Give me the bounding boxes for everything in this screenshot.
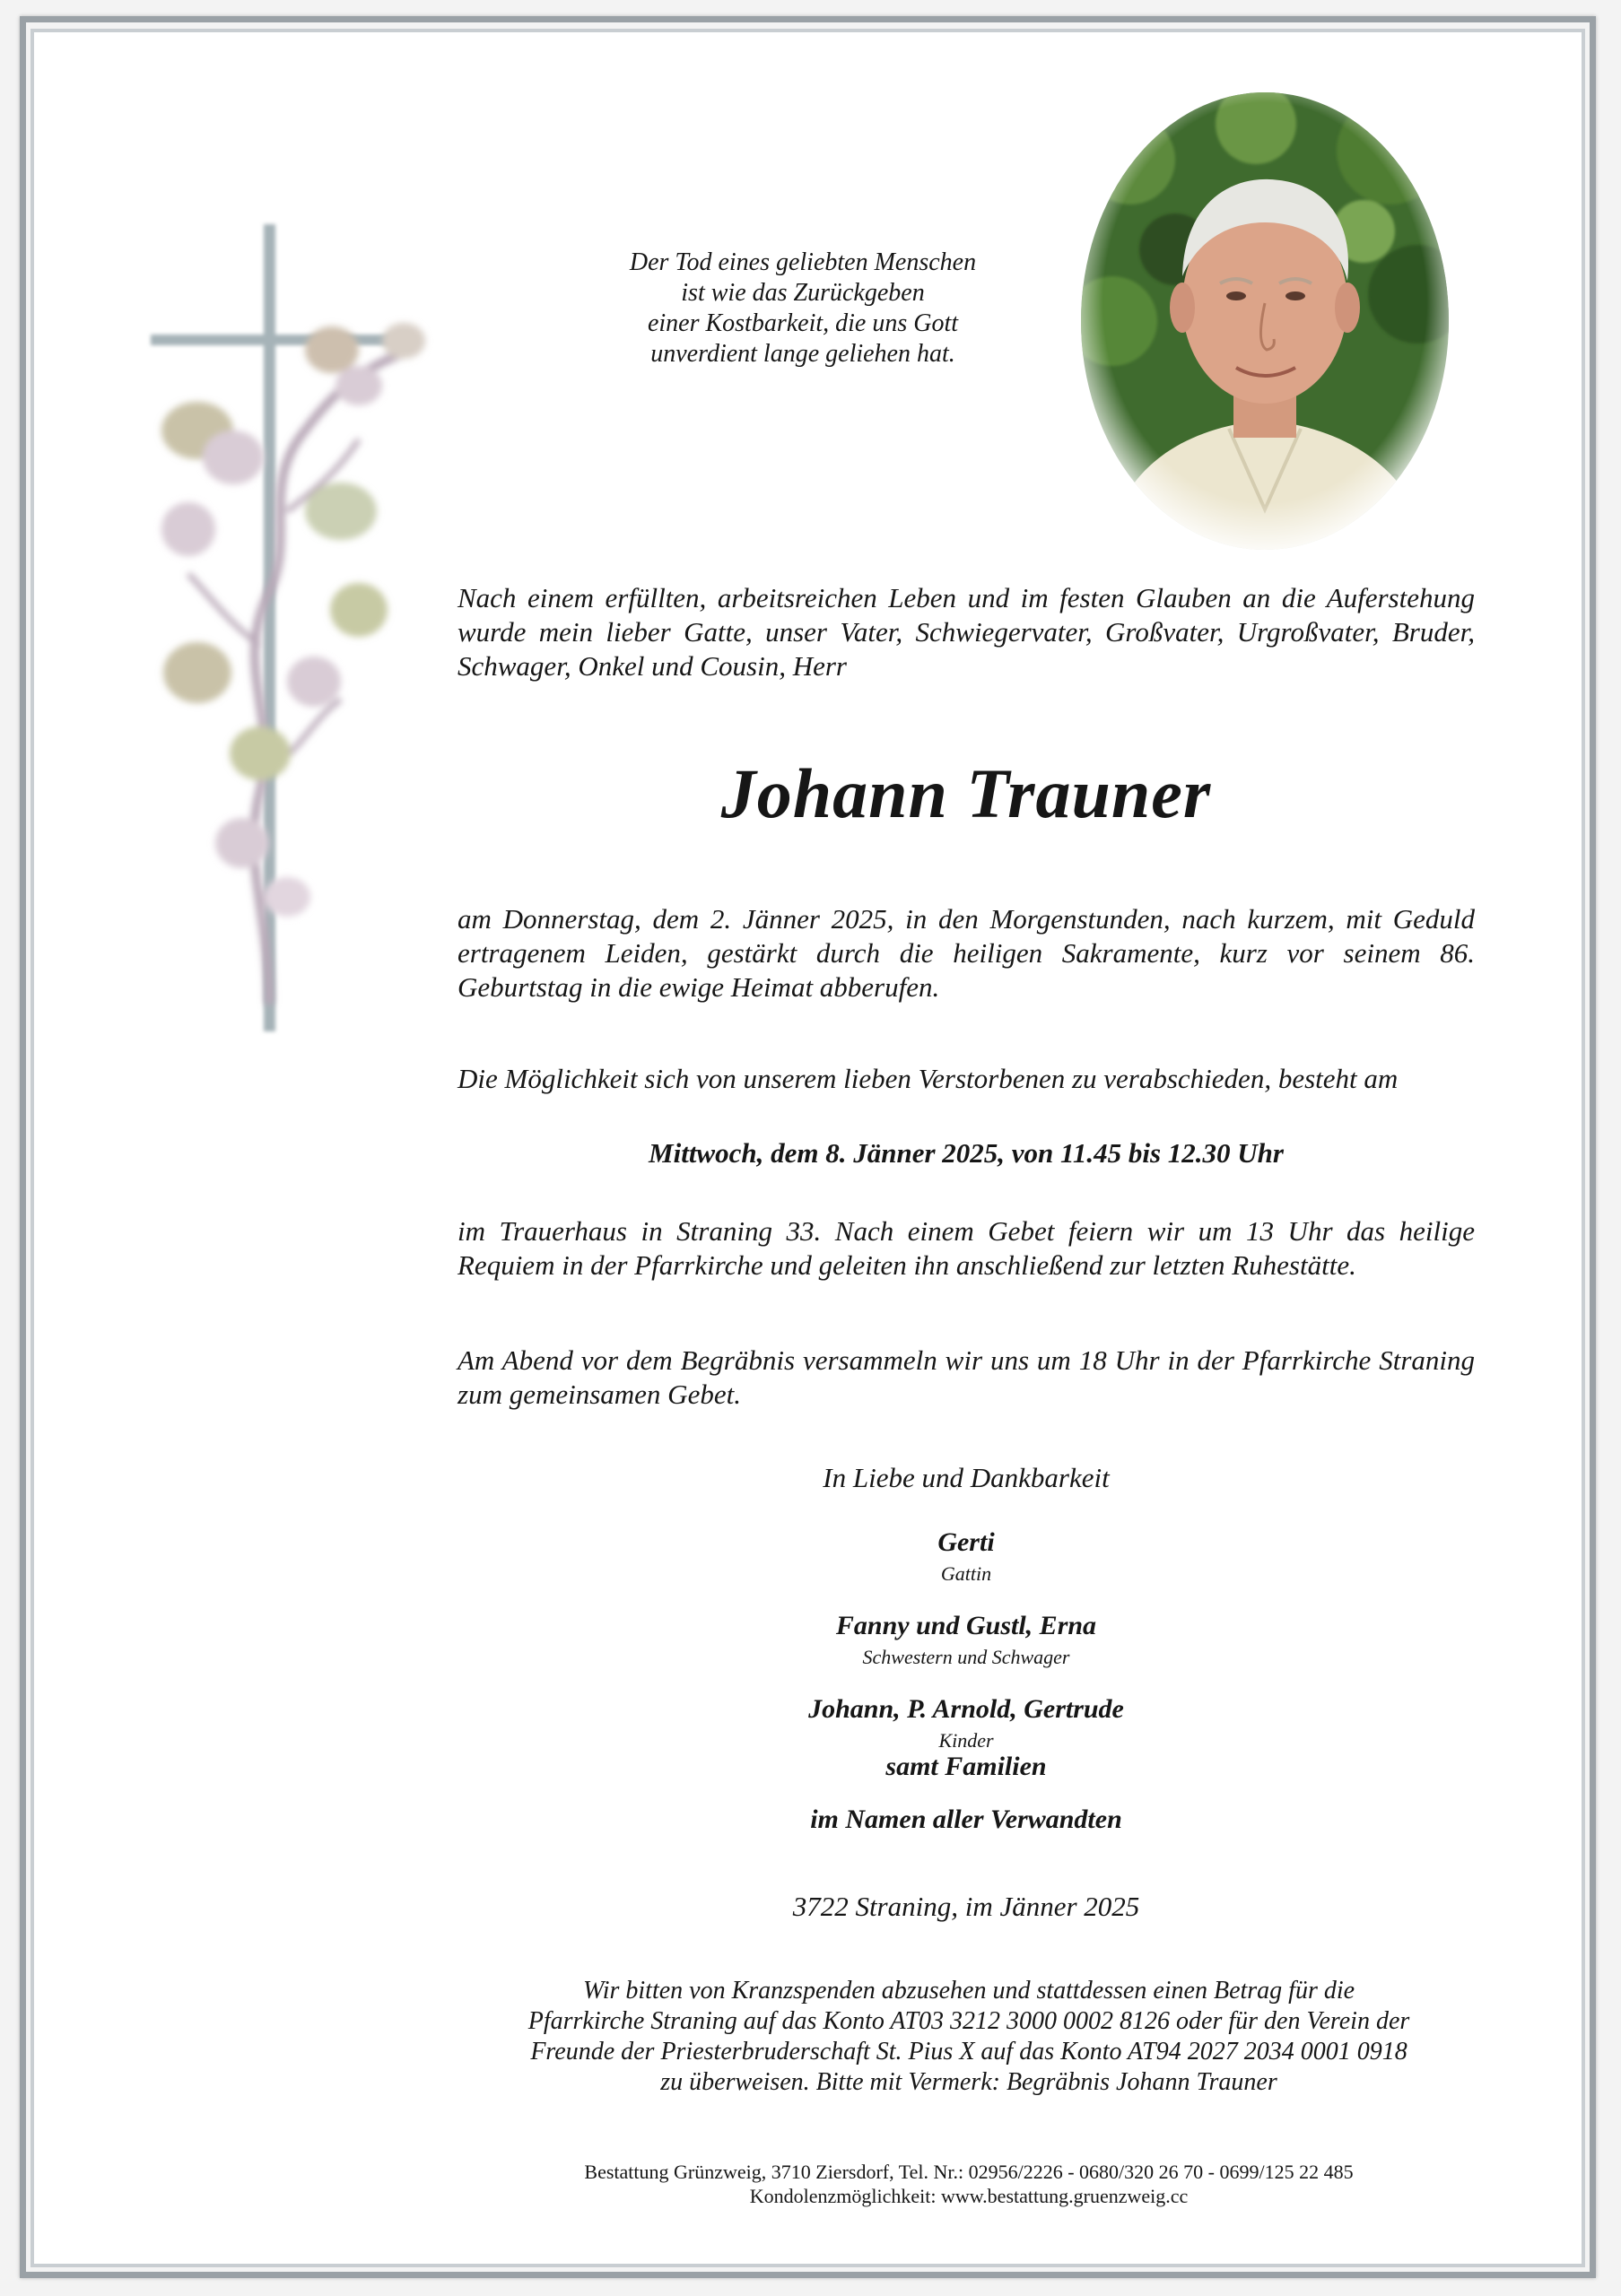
family-member-role: Kinder (938, 1729, 994, 1752)
farewell-intro-paragraph: Die Möglichkeit sich von unserem lieben Verstorbenen zu verabschieden, besteht am (458, 1063, 1399, 1094)
evening-prayer-paragraph: Am Abend vor dem Begräbnis versammeln wir uns um 18 Uhr in der Pfarrkirche Straning zum gemeinsamen Gebet. (458, 1344, 1475, 1410)
quote-line: Der Tod eines geliebten Menschen (629, 248, 977, 276)
family-member-name: Johann, P. Arnold, Gertrude (808, 1694, 1124, 1724)
donation-request (431, 1976, 1507, 2098)
family-member-role: Gattin (940, 1562, 992, 1585)
funeral-home-footer (431, 2160, 1507, 2208)
family-member-name: Fanny und Gustl, Erna (835, 1611, 1097, 1640)
condolence-link: Kondolenzmöglichkeit: www.bestattung.gruenzweig.cc (749, 2185, 1189, 2207)
families-line: samt Familien (885, 1752, 1047, 1781)
requiem-paragraph: im Trauerhaus in Straning 33. Nach einem Gebet feiern wir um 13 Uhr das heilige Requiem in der Pfarrkirche und geleiten ihn anschließend zur letzten Ruhestätte. (458, 1215, 1475, 1281)
family-member-role: Schwestern und Schwager (862, 1646, 1070, 1668)
quote-line: ist wie das Zurückgeben (681, 279, 925, 307)
funeral-home-contact: Bestattung Grünzweig, 3710 Ziersdorf, Tel. Nr.: 02956/2226 - 0680/320 26 70 - 0699/125 22 485 (584, 2161, 1354, 2183)
death-notice-paragraph: am Donnerstag, dem 2. Jänner 2025, in den Morgenstunden, nach kurzem, mit Geduld ertragenem Leiden, gestärkt durch die heiligen Sakramente, kurz vor seinem 86. Geburtstag in die ewige Heimat abberufen. (458, 903, 1475, 1003)
donation-line: Pfarrkirche Straning auf das Konto AT03 3212 3000 0002 8126 oder für den Verein der (527, 2007, 1410, 2035)
donation-line: Freunde der Priesterbruderschaft St. Pius X auf das Konto AT94 2027 2034 0001 0918 (530, 2038, 1407, 2066)
portrait-photo (1076, 88, 1453, 554)
quote-line: einer Kostbarkeit, die uns Gott (647, 309, 959, 337)
deceased-name: Johann Trauner (720, 754, 1212, 832)
donation-line: zu überweisen. Bitte mit Vermerk: Begräbnis Johann Trauner (660, 2068, 1277, 2096)
closing-phrase: In Liebe und Dankbarkeit (823, 1462, 1110, 1493)
donation-line: Wir bitten von Kranzspenden abzusehen und stattdessen einen Betrag für die (582, 1977, 1355, 2005)
viewing-time: Mittwoch, dem 8. Jänner 2025, von 11.45 bis 12.30 Uhr (649, 1137, 1284, 1169)
portrait-image (1076, 88, 1453, 554)
relatives-line: im Namen aller Verwandten (810, 1805, 1122, 1834)
quote-line: unverdient lange geliehen hat. (650, 340, 955, 368)
family-member-name: Gerti (937, 1527, 995, 1557)
place-date: 3722 Straning, im Jänner 2025 (792, 1891, 1140, 1922)
intro-paragraph: Nach einem erfüllten, arbeitsreichen Leben und im festen Glauben an die Auferstehung wurde mein lieber Gatte, unser Vater, Schwiegervater, Großvater, Urgroßvater, Bruder, Schwager, Onkel und Cousin, Herr (458, 582, 1475, 682)
blossom-branch (161, 323, 425, 1004)
memorial-quote (502, 248, 1103, 370)
